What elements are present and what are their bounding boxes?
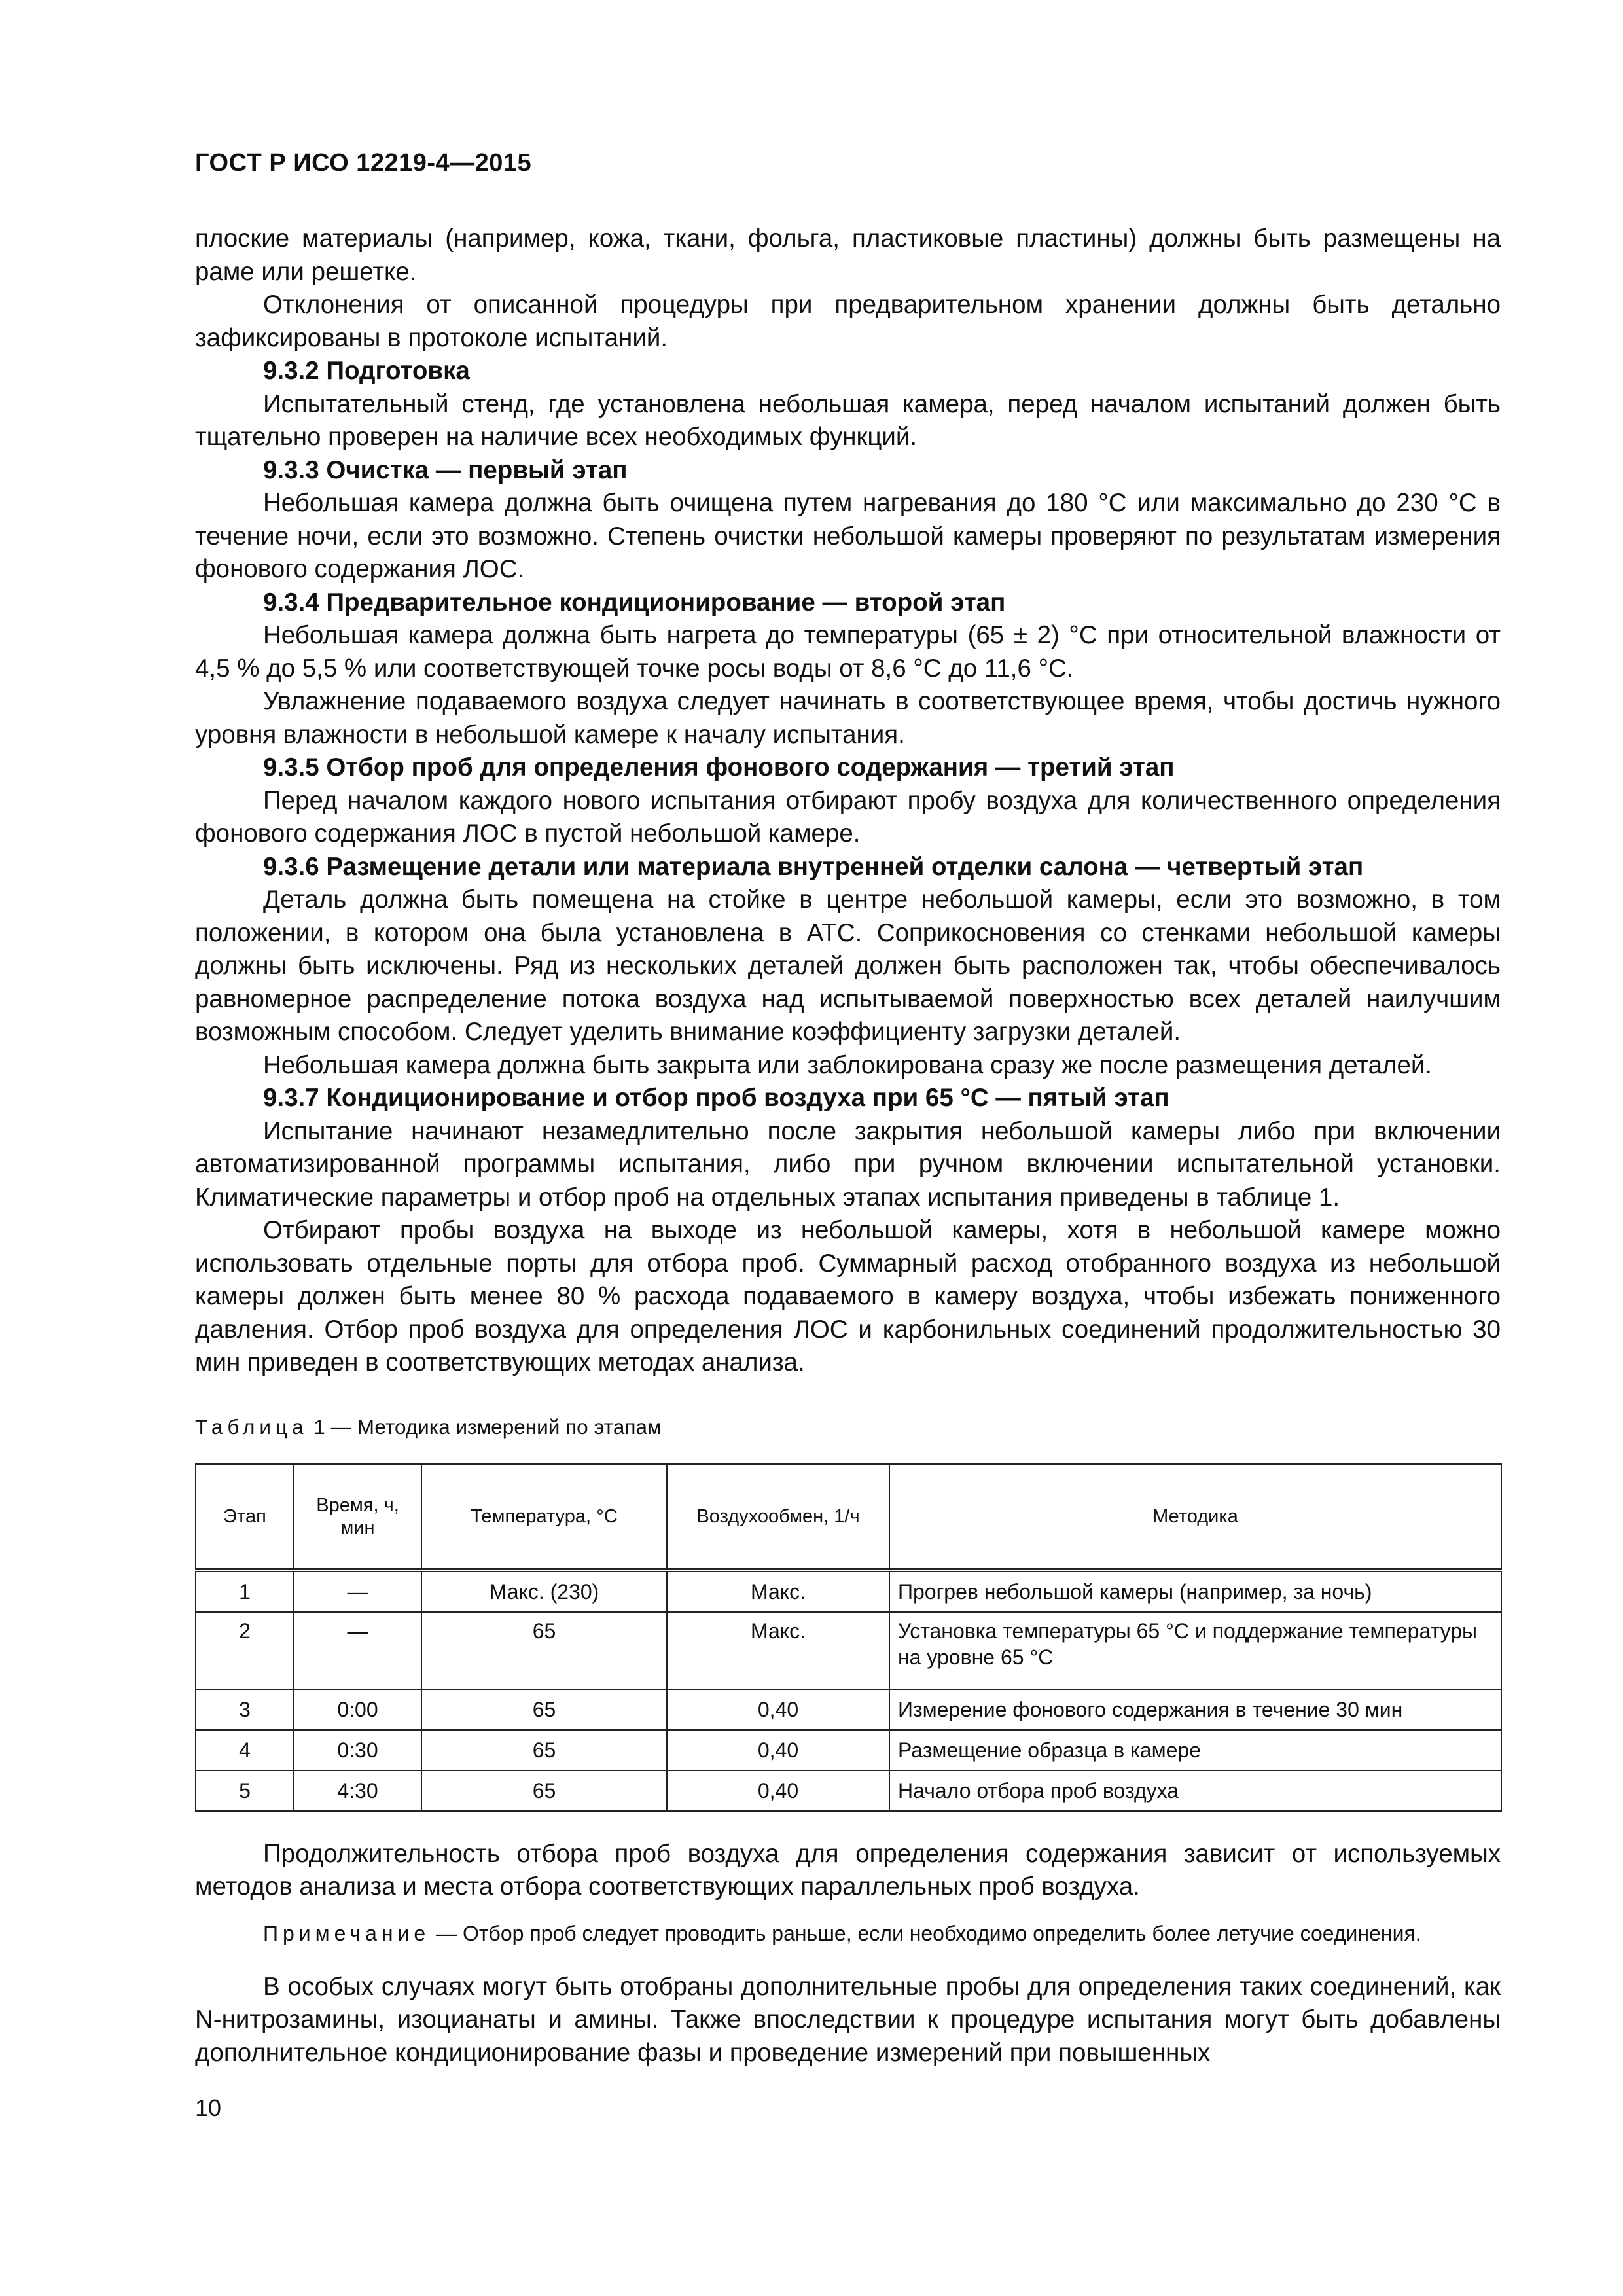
cell-air-exchange: 0,40 xyxy=(667,1689,889,1730)
table-row xyxy=(196,1770,1501,1811)
paragraph: Отклонения от описанной процедуры при предварительном хранении должны быть детально зафиксированы в протоколе испытаний. xyxy=(195,291,1501,352)
cell-temperature: 65 xyxy=(421,1689,667,1730)
table-caption-text: 1 — Методика измерений по этапам xyxy=(313,1414,662,1439)
header-air-exchange: Воздухообмен, 1/ч xyxy=(667,1464,889,1570)
page-number: 10 xyxy=(195,2094,222,2121)
cell-stage: 3 xyxy=(196,1689,294,1730)
section-heading-9-3-7: 9.3.7 Кондиционирование и отбор проб воздуха при 65 °С — пятый этап xyxy=(263,1084,1169,1112)
header-temperature: Температура, °С xyxy=(421,1464,667,1570)
cell-method: Прогрев небольшой камеры (например, за ночь) xyxy=(889,1570,1501,1612)
table-caption-label: Таблица xyxy=(195,1414,308,1439)
paragraph: Продолжительность отбора проб воздуха для определения содержания зависит от используемых методов анализа и места отбора соответствующих параллельных проб воздуха. xyxy=(195,1839,1501,1901)
section-heading-9-3-2: 9.3.2 Подготовка xyxy=(263,357,470,385)
section-heading-9-3-5: 9.3.5 Отбор проб для определения фонового содержания — третий этап xyxy=(263,753,1175,781)
paragraph: плоские материалы (например, кожа, ткани, фольга, пластиковые пластины) должны быть размещены на раме или решетке. xyxy=(195,224,1501,286)
cell-time: 4:30 xyxy=(294,1770,421,1811)
cell-air-exchange: Макс. xyxy=(667,1570,889,1612)
cell-time: — xyxy=(294,1612,421,1689)
header-method: Методика xyxy=(889,1464,1501,1570)
cell-stage: 2 xyxy=(196,1612,294,1689)
document-body xyxy=(195,223,1501,2070)
cell-time: 0:00 xyxy=(294,1689,421,1730)
cell-air-exchange: 0,40 xyxy=(667,1730,889,1770)
cell-method: Размещение образца в камере xyxy=(889,1730,1501,1770)
cell-air-exchange: Макс. xyxy=(667,1612,889,1689)
paragraph: Небольшая камера должна быть закрыта или заблокирована сразу же после размещения деталей. xyxy=(263,1050,1433,1079)
paragraph: Испытание начинают незамедлительно после закрытия небольшой камеры либо при включении автоматизированной программы испытания, либо при ручном включении испытательной установки. Климатические параметры и отбор проб на отдельных этапах испытания приведены в таблице 1. xyxy=(195,1117,1501,1211)
cell-air-exchange: 0,40 xyxy=(667,1770,889,1811)
table-row xyxy=(196,1570,1501,1612)
cell-time: 0:30 xyxy=(294,1730,421,1770)
paragraph: Испытательный стенд, где установлена небольшая камера, перед началом испытаний должен быть тщательно проверен на наличие всех необходимых функций. xyxy=(195,389,1501,451)
paragraph: Небольшая камера должна быть очищена путем нагревания до 180 °С или максимально до 230 °С в течение ночи, если это возможно. Степень очистки небольшой камеры проверяют по результатам измерения фонового содержания ЛОС. xyxy=(195,489,1501,583)
note xyxy=(195,1920,1501,1947)
note-label: Примечание xyxy=(263,1921,431,1945)
header-stage: Этап xyxy=(196,1464,294,1570)
cell-method: Измерение фонового содержания в течение 30 мин xyxy=(889,1689,1501,1730)
cell-method: Начало отбора проб воздуха xyxy=(889,1770,1501,1811)
cell-temperature: 65 xyxy=(421,1612,667,1689)
cell-temperature: Макс. (230) xyxy=(421,1570,667,1612)
paragraph: Перед началом каждого нового испытания отбирают пробу воздуха для количественного определения фонового содержания ЛОС в пустой небольшой камере. xyxy=(195,786,1501,848)
paragraph: Увлажнение подаваемого воздуха следует начинать в соответствующее время, чтобы достичь нужного уровня влажности в небольшой камере к началу испытания. xyxy=(195,687,1501,749)
table-row xyxy=(196,1612,1501,1689)
table-caption xyxy=(195,1414,1501,1440)
cell-stage: 1 xyxy=(196,1570,294,1612)
paragraph: Отбирают пробы воздуха на выходе из небольшой камеры, хотя в небольшой камере можно использовать отдельные порты для отбора проб. Суммарный расход отобранного воздуха из небольшой камеры должен быть менее 80 % расхода подаваемого в камеру воздуха, чтобы избежать пониженного давления. Отбор проб воздуха для определения ЛОС и карбонильных соединений продолжительностью 30 мин приведен в соответствующих методах анализа. xyxy=(195,1216,1501,1376)
paragraph: В особых случаях могут быть отобраны дополнительные пробы для определения таких соединений, как N-нитрозамины, изоцианаты и амины. Также впоследствии к процедуре испытания могут быть добавлены дополнительное кондиционирование фазы и проведение измерений при повышенных xyxy=(195,1972,1501,2067)
table-row xyxy=(196,1689,1501,1730)
section-heading-9-3-3: 9.3.3 Очистка — первый этап xyxy=(263,456,628,484)
document-header: ГОСТ Р ИСО 12219-4—2015 xyxy=(195,149,532,177)
header-time: Время, ч, мин xyxy=(294,1464,421,1570)
measurement-table xyxy=(195,1463,1502,1812)
paragraph: Небольшая камера должна быть нагрета до температуры (65 ± 2) °С при относительной влажности от 4,5 % до 5,5 % или соответствующей точке росы воды от 8,6 °С до 11,6 °С. xyxy=(195,621,1501,683)
cell-time: — xyxy=(294,1570,421,1612)
cell-temperature: 65 xyxy=(421,1730,667,1770)
section-heading-9-3-4: 9.3.4 Предварительное кондиционирование — второй этап xyxy=(263,588,1006,617)
paragraph: Деталь должна быть помещена на стойке в центре небольшой камеры, если это возможно, в том положении, в котором она была установлена в АТС. Соприкосновения со стенками небольшой камеры должны быть исключены. Ряд из нескольких деталей должен быть расположен так, чтобы обеспечивалось равномерное распределение потока воздуха над испытываемой поверхностью всех деталей наилучшим возможным способом. Следует уделить внимание коэффициенту загрузки деталей. xyxy=(195,886,1501,1046)
cell-stage: 5 xyxy=(196,1770,294,1811)
table-row xyxy=(196,1730,1501,1770)
cell-stage: 4 xyxy=(196,1730,294,1770)
section-heading-9-3-6: 9.3.6 Размещение детали или материала внутренней отделки салона — четвертый этап xyxy=(263,852,1364,881)
cell-temperature: 65 xyxy=(421,1770,667,1811)
cell-method: Установка температуры 65 °С и поддержание температуры на уровне 65 °С xyxy=(889,1612,1501,1689)
table-header-row xyxy=(196,1464,1501,1570)
note-text: — Отбор проб следует проводить раньше, если необходимо определить более летучие соединения. xyxy=(430,1921,1421,1945)
